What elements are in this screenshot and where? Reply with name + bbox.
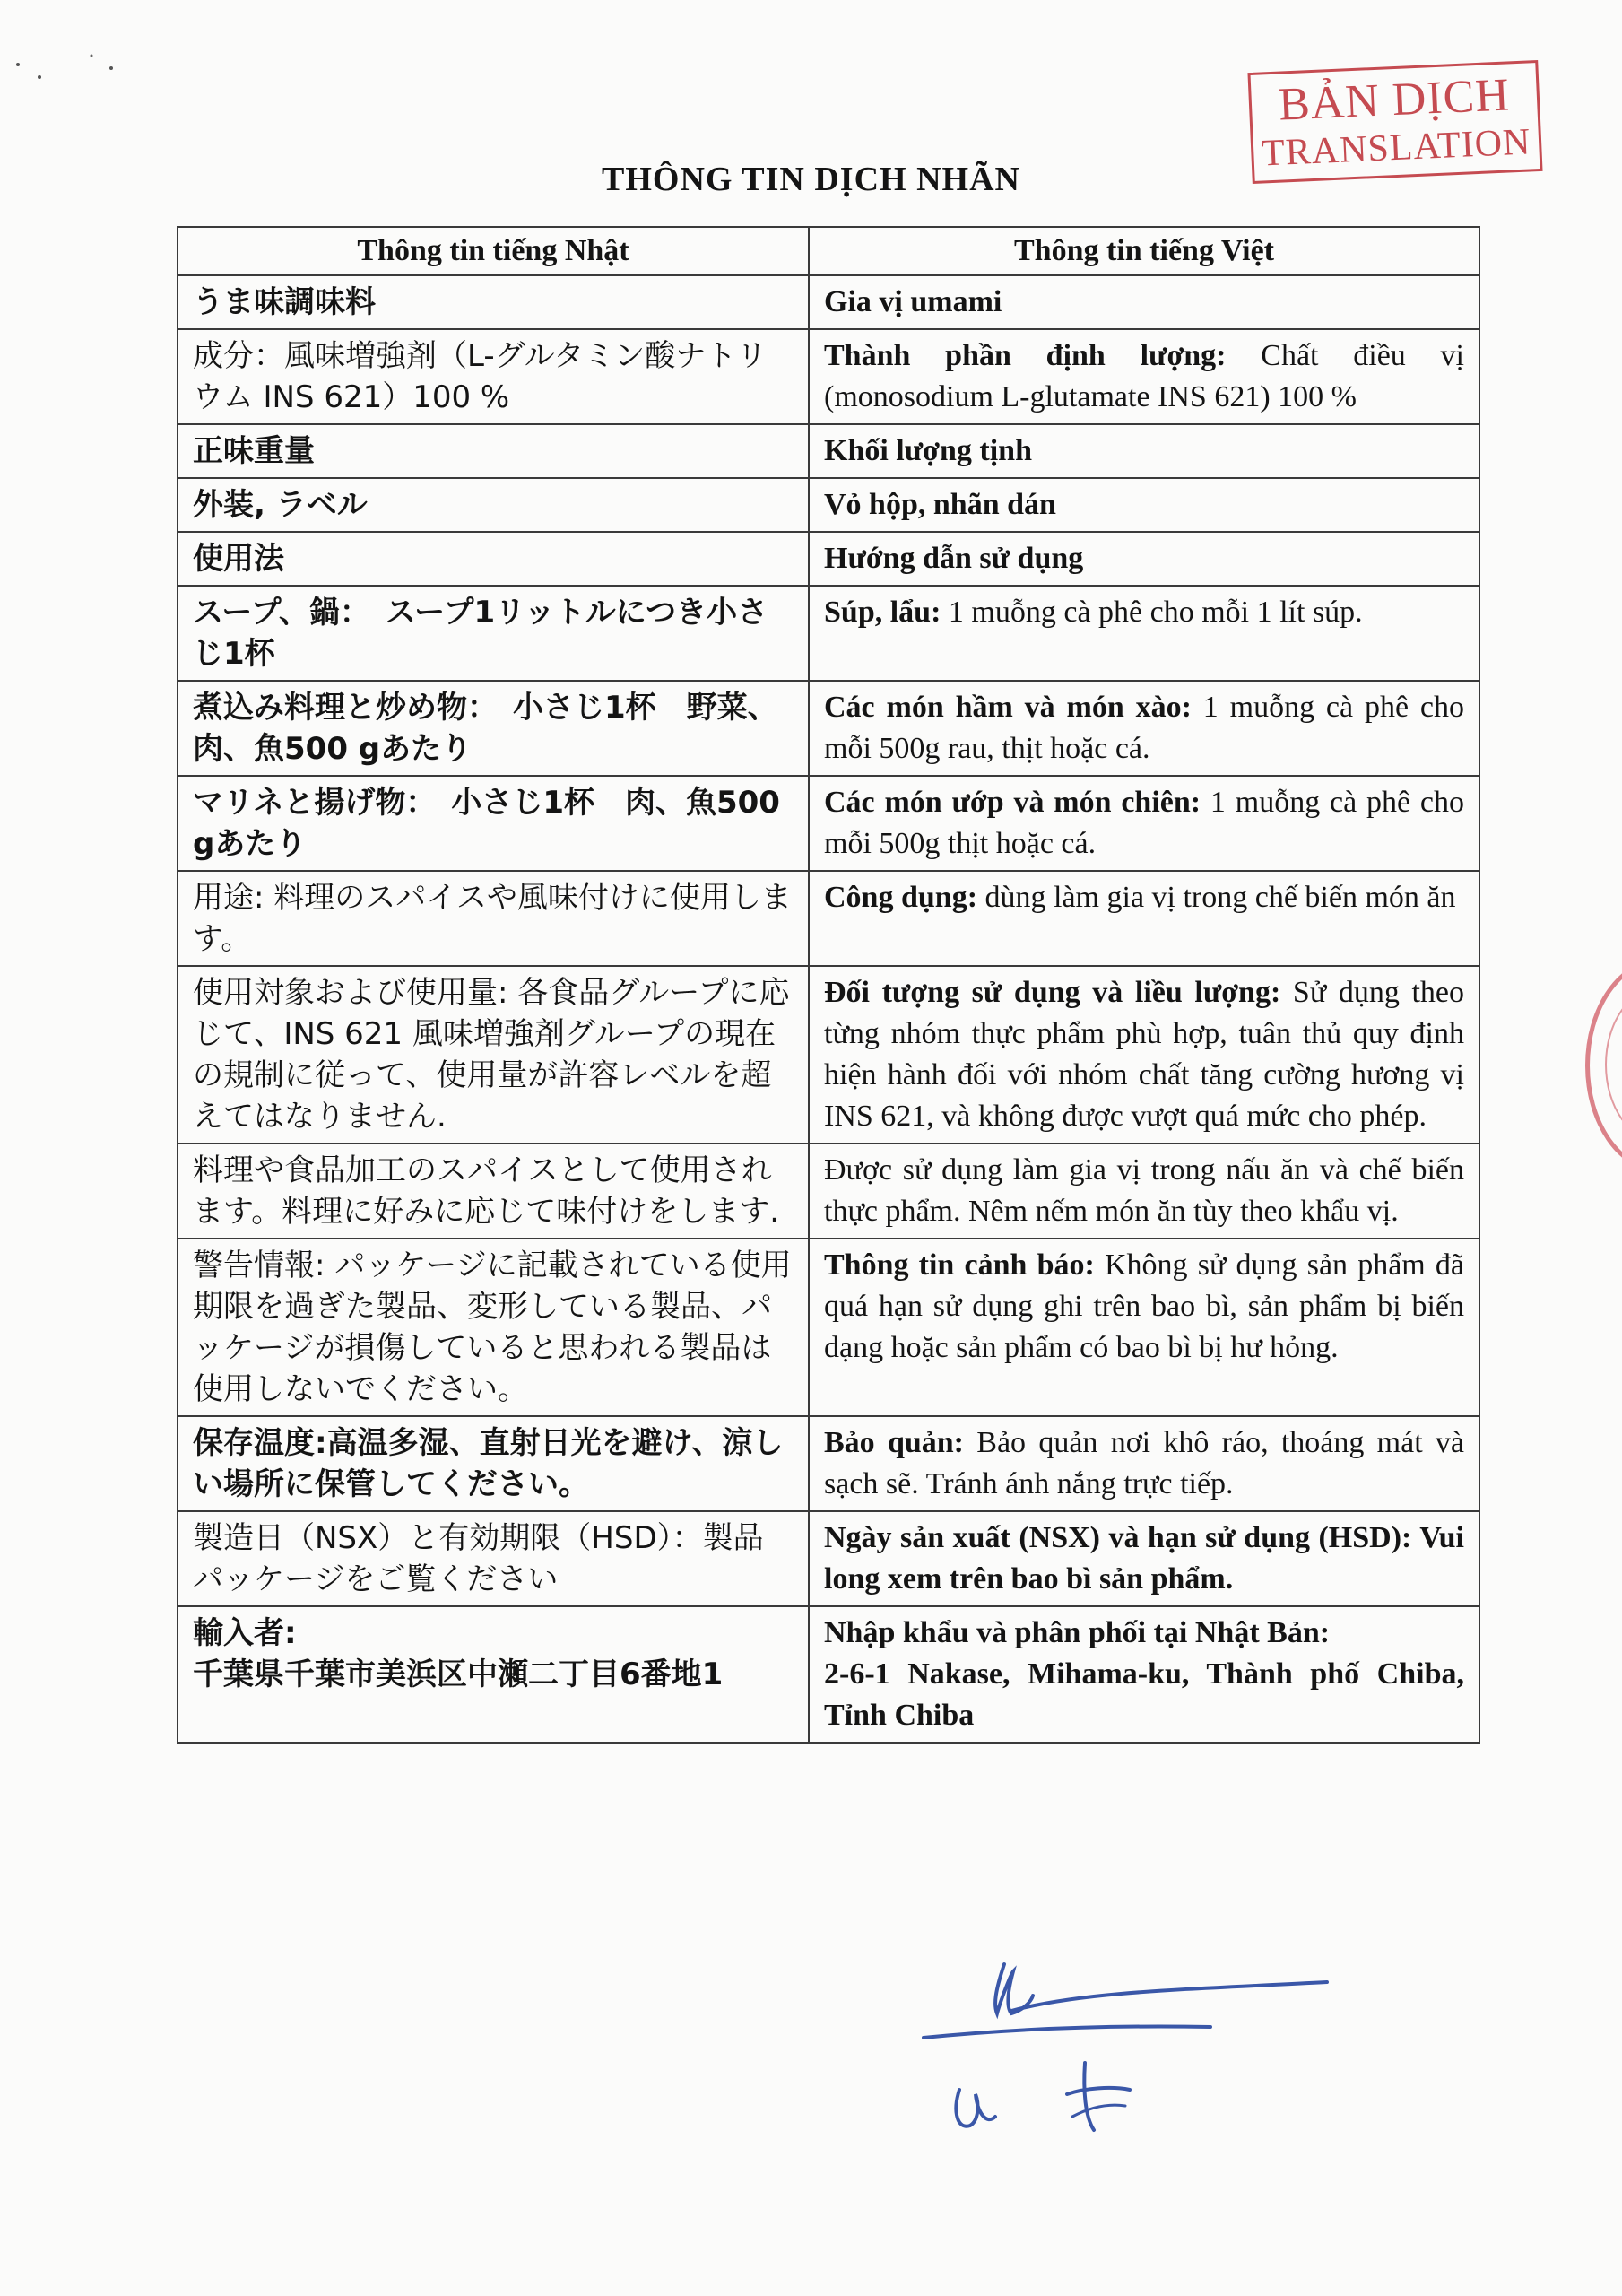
vi-text: Bảo quản nơi khô ráo, thoáng mát và sạch sẽ. Tránh ánh nắng trực tiếp. [824,1426,1465,1500]
vi-label: Các món ướp và món chiên: [824,786,1201,819]
jp-cell: 使用対象および使用量: 各食品グループに応じて、INS 621 風味増強剤グループの現在の規制に従って、使用量が許容レベルを超えてはなりません. [178,966,809,1144]
vi-label: Bảo quản: [824,1426,965,1459]
jp-cell: うま味調味料 [178,275,809,329]
table-header-row [178,227,1479,275]
vi-text: Không sử dụng sản phẩm đã quá hạn sử dụng ghi trên bao bì, sản phẩm bị biến dạng hoặc sản phẩm có bao bì bị hư hỏng. [824,1248,1464,1364]
vi-text: 1 muỗng cà phê cho mỗi 1 lít súp. [941,596,1363,629]
vi-label: Thông tin cảnh báo: [824,1248,1095,1282]
importer-address-jp: 千葉県千葉市美浜区中瀬二丁目6番地1 [193,1657,724,1692]
vi-label: Gia vị umami [824,285,1002,318]
label-translation-table [177,226,1480,1744]
jp-cell: 保存温度:高温多湿、直射日光を避け、涼しい場所に保管してください。 [178,1416,809,1511]
vi-label: Các món hầm và món xào: [824,691,1192,724]
stamp-line-2: TRANSLATION [1261,121,1532,175]
jp-cell: 煮込み料理と炒め物： 小さじ1杯 野菜、肉、魚500 gあたり [178,681,809,776]
header-vietnamese: Thông tin tiếng Việt [809,227,1479,275]
importer-label-jp: 輸入者: [193,1615,297,1651]
table-row [178,966,1479,1144]
jp-cell: 用途: 料理のスパイスや風味付けに使用します。 [178,871,809,966]
table-row [178,329,1479,424]
stamp-line-1: BẢN DỊCH [1277,69,1512,131]
vi-text: 1 muỗng cà phê cho mỗi 500g thịt hoặc cá. [824,786,1465,860]
table-row [178,424,1479,478]
vi-label: Ngày sản xuất (NSX) và hạn sử dụng (HSD): Vui long xem trên bao bì sản phẩm. [824,1521,1464,1596]
vi-text: Chất điều vị (monosodium L-glutamate INS 621) 100 % [824,339,1465,413]
vi-label: Thành phần định lượng: [824,339,1227,372]
vi-text: 1 muỗng cà phê cho mỗi 500g rau, thịt hoặc cá. [824,691,1464,765]
vi-label: Vỏ hộp, nhãn dán [824,488,1056,521]
table-row [178,1606,1479,1743]
jp-cell: 外装, ラベル [178,478,809,532]
table-row [178,776,1479,871]
vi-label: Công dụng: [824,881,978,914]
jp-cell: マリネと揚げ物： 小さじ1杯 肉、魚500 gあたり [178,776,809,871]
table-row [178,871,1479,966]
table-row [178,478,1479,532]
importer-label-vi: Nhập khẩu và phân phối tại Nhật Bản: [824,1616,1331,1649]
vi-text: Sử dụng theo từng nhóm thực phẩm phù hợp, tuân thủ quy định hiện hành đối với nhóm chất tăng cường hương vị INS 621, và không được vượt quá mức cho phép. [824,976,1465,1133]
importer-address-vi: 2-6-1 Nakase, Mihama-ku, Thành phố Chiba, Tỉnh Chiba [824,1657,1464,1732]
page-title: THÔNG TIN DỊCH NHÃN [602,161,1020,198]
jp-cell: 成分：風味増強剤（L-グルタミン酸ナトリウム INS 621）100 % [178,329,809,424]
vi-text: dùng làm gia vị trong chế biến món ăn [977,881,1456,914]
header-japanese: Thông tin tiếng Nhật [178,227,809,275]
jp-cell: 製造日（NSX）と有効期限（HSD）：製品パッケージをご覧ください [178,1511,809,1606]
table-row [178,1239,1479,1416]
vi-label: Đối tượng sử dụng và liều lượng: [824,976,1281,1009]
jp-cell: 使用法 [178,532,809,586]
table-row [178,275,1479,329]
vi-label: Khối lượng tịnh [824,434,1032,467]
table-row [178,1144,1479,1239]
scan-specks [0,0,143,90]
jp-cell: 正味重量 [178,424,809,478]
jp-cell: スープ、鍋： スープ1リットルにつき小さじ1杯 [178,586,809,681]
table-row [178,681,1479,776]
vi-label: Súp, lẩu: [824,596,941,629]
vi-label: Hướng dẫn sử dụng [824,542,1084,575]
jp-cell [178,1606,809,1743]
table-row [178,532,1479,586]
jp-cell: 警告情報: パッケージに記載されている使用期限を過ぎた製品、変形している製品、パッケージが損傷していると思われる製品は使用しないでください。 [178,1239,809,1416]
table-row [178,1511,1479,1606]
handwritten-signature [906,1928,1354,2161]
vi-text: Được sử dụng làm gia vị trong nấu ăn và chế biến thực phẩm. Nêm nếm món ăn tùy theo khẩu vị. [824,1153,1464,1228]
jp-cell: 料理や食品加工のスパイスとして使用されます。料理に好みに応じて味付けをします. [178,1144,809,1239]
table-row [178,1416,1479,1511]
table-row [178,586,1479,681]
